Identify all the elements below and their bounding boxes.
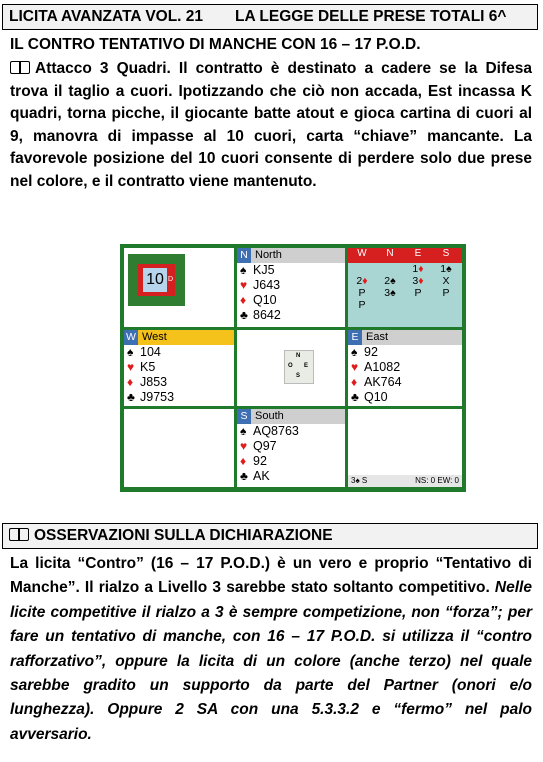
west-clubs: J9753: [140, 390, 175, 404]
auction-bid: [348, 263, 376, 275]
auction-row: [348, 263, 462, 275]
spade-icon: ♠: [240, 424, 247, 438]
auction-row: [348, 287, 462, 299]
auction-bid: X: [442, 275, 450, 287]
status-bar: [348, 475, 462, 487]
north-hearts: J643: [253, 278, 281, 292]
east-dir: E: [348, 330, 362, 345]
north-dir: N: [237, 248, 251, 263]
north-name: North: [251, 248, 345, 263]
diamond-icon: ♦: [127, 375, 134, 389]
page-header: [2, 4, 538, 30]
south-hand: [237, 409, 345, 487]
east-name: East: [362, 330, 462, 345]
south-spades: AQ8763: [253, 424, 299, 438]
north-hand: [237, 248, 345, 327]
table-center: [237, 330, 345, 406]
page-subtitle: IL CONTRO TENTATIVO DI MANCHE CON 16 – 17 P.O.D.: [10, 36, 421, 53]
auction-row: [348, 275, 462, 287]
auction-bid: 1♦: [412, 263, 424, 275]
board-number: 10: [143, 268, 167, 292]
auction-bid: P: [414, 287, 422, 299]
auction-bid: [376, 263, 404, 275]
auction-panel: [348, 248, 462, 327]
club-icon: ♣: [351, 390, 359, 404]
spade-icon: ♠: [240, 263, 247, 277]
auction-header: [348, 248, 462, 263]
west-hearts: K5: [140, 360, 156, 374]
heart-icon: ♥: [127, 360, 135, 374]
heart-icon: ♥: [240, 439, 248, 453]
section-title: OSSERVAZIONI SULLA DICHIARAZIONE: [34, 527, 333, 544]
header-volume: LICITA AVANZATA VOL. 21: [9, 8, 204, 25]
board-number-cell: [124, 248, 234, 327]
open-book-icon: [10, 61, 30, 74]
heart-icon: ♥: [351, 360, 359, 374]
south-clubs: AK: [253, 469, 270, 483]
auction-bid: 3♠: [384, 287, 396, 299]
diamond-icon: ♦: [240, 293, 247, 307]
north-spades: KJ5: [253, 263, 275, 277]
status-cell: [348, 409, 462, 487]
east-clubs: Q10: [364, 390, 388, 404]
west-dir: W: [124, 330, 138, 345]
auction-bid: P: [358, 299, 366, 311]
north-clubs: 8642: [253, 308, 281, 322]
open-book-icon: [9, 528, 29, 541]
south-dir: S: [237, 409, 251, 424]
auction-header-e: E: [414, 248, 422, 259]
auction-header-n: N: [386, 248, 394, 259]
auction-body: [348, 263, 462, 311]
west-name: West: [138, 330, 234, 345]
observations-paragraph: [10, 552, 532, 747]
spade-icon: ♠: [127, 345, 134, 359]
auction-bid: P: [442, 287, 450, 299]
diamond-icon: ♦: [240, 454, 247, 468]
observations-plain: La licita “Contro” (16 – 17 P.O.D.) è un vero e proprio “Tentativo di Manche”. Il rialzo a Livello 3 sarebbe stato soltanto competitivo.: [10, 555, 532, 597]
dealer-indicator: [128, 254, 185, 306]
east-diamonds: AK764: [364, 375, 402, 389]
vulnerability-label: NS: 0 EW: 0: [415, 476, 459, 485]
observations-italic: Nelle licite competitive il rialzo a 3 è sempre competizione, non “forza”; per fare un tentativo di manche, con 16 – 17 P.O.D. si utilizza il “contro rafforzativo”, oppure la licita di un colore (anche terzo) nel quale sarebbe gradito un supporto da parte del Partner (onori e/o lunghezza). Oppure 2 SA con una 5.3.3.2 e “fermo” nel palo avversario.: [10, 579, 532, 743]
club-icon: ♣: [240, 308, 248, 322]
auction-bid: 3♦: [412, 275, 424, 287]
auction-bid: [432, 299, 460, 311]
auction-header-w: W: [357, 248, 367, 259]
dealer-mark: D: [168, 276, 174, 283]
intro-paragraph: [10, 58, 532, 193]
contract-label: 3♠ S: [351, 476, 368, 485]
north-diamonds: Q10: [253, 293, 277, 307]
compass-icon: N O E S: [284, 350, 314, 384]
bridge-board: [120, 244, 466, 492]
west-hand: [124, 330, 234, 406]
east-hearts: A1082: [364, 360, 401, 374]
empty-cell: [124, 409, 234, 487]
auction-row: [348, 299, 462, 311]
club-icon: ♣: [127, 390, 135, 404]
auction-bid: [404, 299, 432, 311]
header-topic: LA LEGGE DELLE PRESE TOTALI 6^: [235, 8, 507, 25]
auction-bid: 2♠: [384, 275, 396, 287]
east-spades: 92: [364, 345, 378, 359]
intro-text: Attacco 3 Quadri. Il contratto è destinato a cadere se la Difesa trova il taglio a cuori. Ipotizzando che ciò non accada, Est incassa K quadri, torna picche, il giocante batte atout e gioca cartina di cuori al 9, manovra di impasse al 10 cuori, carta “chiave” mancante. La favorevole posizione del 10 cuori consente di perdere solo due prese nel colore, e il contratto viene mantenuto.: [10, 60, 532, 190]
section-header: [2, 523, 538, 549]
west-diamonds: J853: [140, 375, 168, 389]
spade-icon: ♠: [351, 345, 358, 359]
heart-icon: ♥: [240, 278, 248, 292]
west-spades: 104: [140, 345, 161, 359]
club-icon: ♣: [240, 469, 248, 483]
diamond-icon: ♦: [351, 375, 358, 389]
auction-bid: 2♦: [356, 275, 368, 287]
auction-bid: [376, 299, 404, 311]
auction-bid: 1♠: [440, 263, 452, 275]
south-name: South: [251, 409, 345, 424]
south-diamonds: 92: [253, 454, 267, 468]
auction-bid: P: [358, 287, 366, 299]
east-hand: [348, 330, 462, 406]
auction-header-s: S: [442, 248, 450, 259]
south-hearts: Q97: [253, 439, 277, 453]
